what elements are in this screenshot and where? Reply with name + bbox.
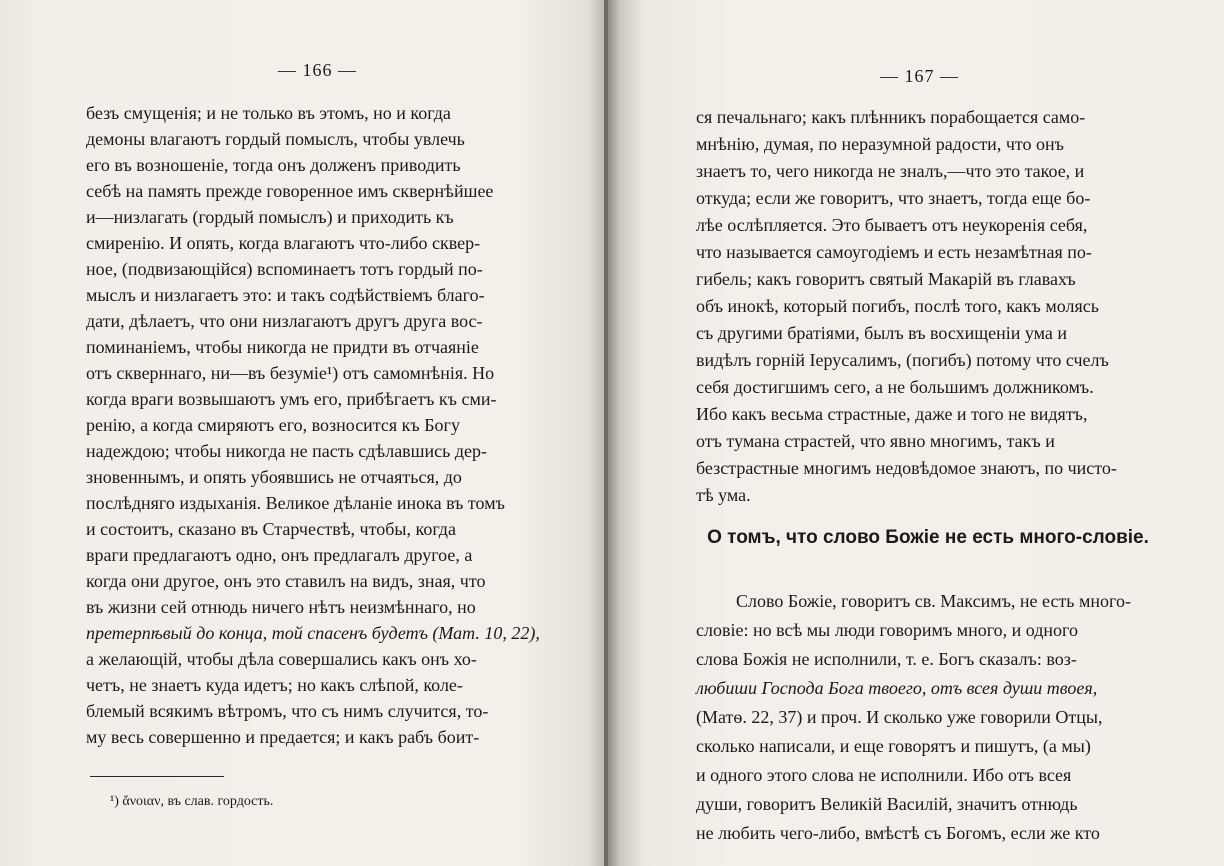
text-line: словіе: но всѣ мы люди говоримъ много, и одного xyxy=(696,620,1078,640)
page-number: — 167 — xyxy=(880,66,959,86)
text-line: когда враги возвышаютъ умъ его, прибѣгаетъ къ сми- xyxy=(86,389,497,409)
text-line: (Матѳ. 22, 37) и проч. И сколько уже говорили Отцы, xyxy=(696,707,1103,727)
footnote-rule xyxy=(90,776,224,777)
text-line: въ жизни сей отнюдь ничего нѣтъ неизмѣннаго, но xyxy=(86,597,476,617)
text-line: Ибо какъ весьма страстные, даже и того не видятъ, xyxy=(696,404,1088,424)
text-line: души, говоритъ Великій Василій, значитъ отнюдь xyxy=(696,794,1078,814)
text-line: себя достигшимъ сего, а не большимъ должникомъ. xyxy=(696,377,1094,397)
text-line: блемый всякимъ вѣтромъ, что съ нимъ случится, то- xyxy=(86,701,489,721)
text-line: Слово Божіе, говоритъ св. Максимъ, не есть много- xyxy=(736,591,1131,611)
text-line: тѣ ума. xyxy=(696,485,751,505)
text-line: видѣлъ горній Іерусалимъ, (погибъ) потому что счелъ xyxy=(696,350,1109,370)
text-line: знаетъ то, чего никогда не зналъ,—что это такое, и xyxy=(696,161,1085,181)
text-line: претерпѣвый до конца, той спасенъ будетъ (Мат. 10, 22), xyxy=(86,623,540,643)
text-line: когда они другое, онъ это ставилъ на видъ, зная, что xyxy=(86,571,486,591)
text-line: а желающій, чтобы дѣла совершались какъ онъ хо- xyxy=(86,649,477,669)
text-line: съ другими братіями, былъ въ восхищеніи ума и xyxy=(696,323,1067,343)
text-line: поминаніемъ, чтобы никогда не придти въ отчаяніе xyxy=(86,337,479,357)
text-line: смиренію. И опять, когда влагаютъ что-либо сквер- xyxy=(86,233,481,253)
text-line: любиши Господа Бога твоего, отъ всея души твоея, xyxy=(696,678,1098,698)
text-line: четъ, не знаетъ куда идетъ; но какъ слѣпой, коле- xyxy=(86,675,463,695)
text-line: му весь совершенно и предается; и какъ рабъ боит- xyxy=(86,727,480,747)
page-number: — 166 — xyxy=(278,60,357,80)
text-line: слова Божія не исполнили, т. е. Богъ сказалъ: воз- xyxy=(696,649,1077,669)
text-line: демоны влагаютъ гордый помыслъ, чтобы увлечь xyxy=(86,129,465,149)
text-line: ное, (подвизающійся) вспоминаетъ тотъ гордый по- xyxy=(86,259,483,279)
text-line: надеждою; чтобы никогда не пасть сдѣлавшись дер- xyxy=(86,441,488,461)
footnote: ¹) ἄνοιαν, въ слав. гордость. xyxy=(110,794,274,809)
text-line: мыслъ и низлагаетъ это: и такъ содѣйствіемъ благо- xyxy=(86,285,485,305)
text-line: сколько написали, и еще говорятъ и пишутъ, (а мы) xyxy=(696,736,1091,756)
text-line: отъ скверннаго, ни—въ безуміе¹) отъ самомнѣнія. Но xyxy=(86,363,495,383)
right-page xyxy=(608,0,1224,866)
text-line: зновеннымъ, и опять убоявшись не отчаяться, до xyxy=(86,467,462,487)
text-line: не любить чего-либо, вмѣстѣ съ Богомъ, если же кто xyxy=(696,823,1100,843)
text-line: и одного этого слова не исполнили. Ибо отъ всея xyxy=(696,765,1072,785)
left-page xyxy=(0,0,606,866)
text-line: его въ возношеніе, тогда онъ долженъ приводить xyxy=(86,155,461,175)
text-line: себѣ на память прежде говоренное имъ сквернѣйшее xyxy=(86,181,494,201)
text-line: откуда; если же говоритъ, что знаетъ, тогда еще бо- xyxy=(696,188,1091,208)
text-line: безстрастные многимъ недовѣдомое знаютъ, по чисто- xyxy=(696,458,1117,478)
text-line: ренію, а когда смиряютъ его, возносится къ Богу xyxy=(86,415,460,435)
text-line: и—низлагать (гордый помыслъ) и приходить къ xyxy=(86,207,454,227)
text-line: гибель; какъ говоритъ святый Макарій въ главахъ xyxy=(696,269,1076,289)
text-line: что называется самоугодіемъ и есть незамѣтная по- xyxy=(696,242,1092,262)
text-line: послѣдняго издыханія. Великое дѣланіе инока въ томъ xyxy=(86,493,505,513)
text-line: враги предлагаютъ одно, онъ предлагалъ другое, а xyxy=(86,545,473,565)
text-line: мнѣнію, думая, по неразумной радости, что онъ xyxy=(696,134,1064,154)
text-line: отъ тумана страстей, что явно многимъ, такъ и xyxy=(696,431,1055,451)
text-line: дати, дѣлаетъ, что они низлагаютъ другъ друга вос- xyxy=(86,311,483,331)
text-line: объ инокѣ, который погибъ, послѣ того, какъ молясь xyxy=(696,296,1099,316)
text-line: лѣе ослѣпляется. Это бываетъ отъ неукоренія себя, xyxy=(696,215,1088,235)
text-line: ся печальнаго; какъ плѣнникъ порабощается само- xyxy=(696,107,1086,127)
text-line: безъ смущенія; и не только въ этомъ, но и когда xyxy=(86,103,451,123)
section-heading: О томъ, что слово Божіе не есть много-словіе. xyxy=(707,527,1149,548)
text-line: и состоитъ, сказано въ Старчествѣ, чтобы, когда xyxy=(86,519,456,539)
